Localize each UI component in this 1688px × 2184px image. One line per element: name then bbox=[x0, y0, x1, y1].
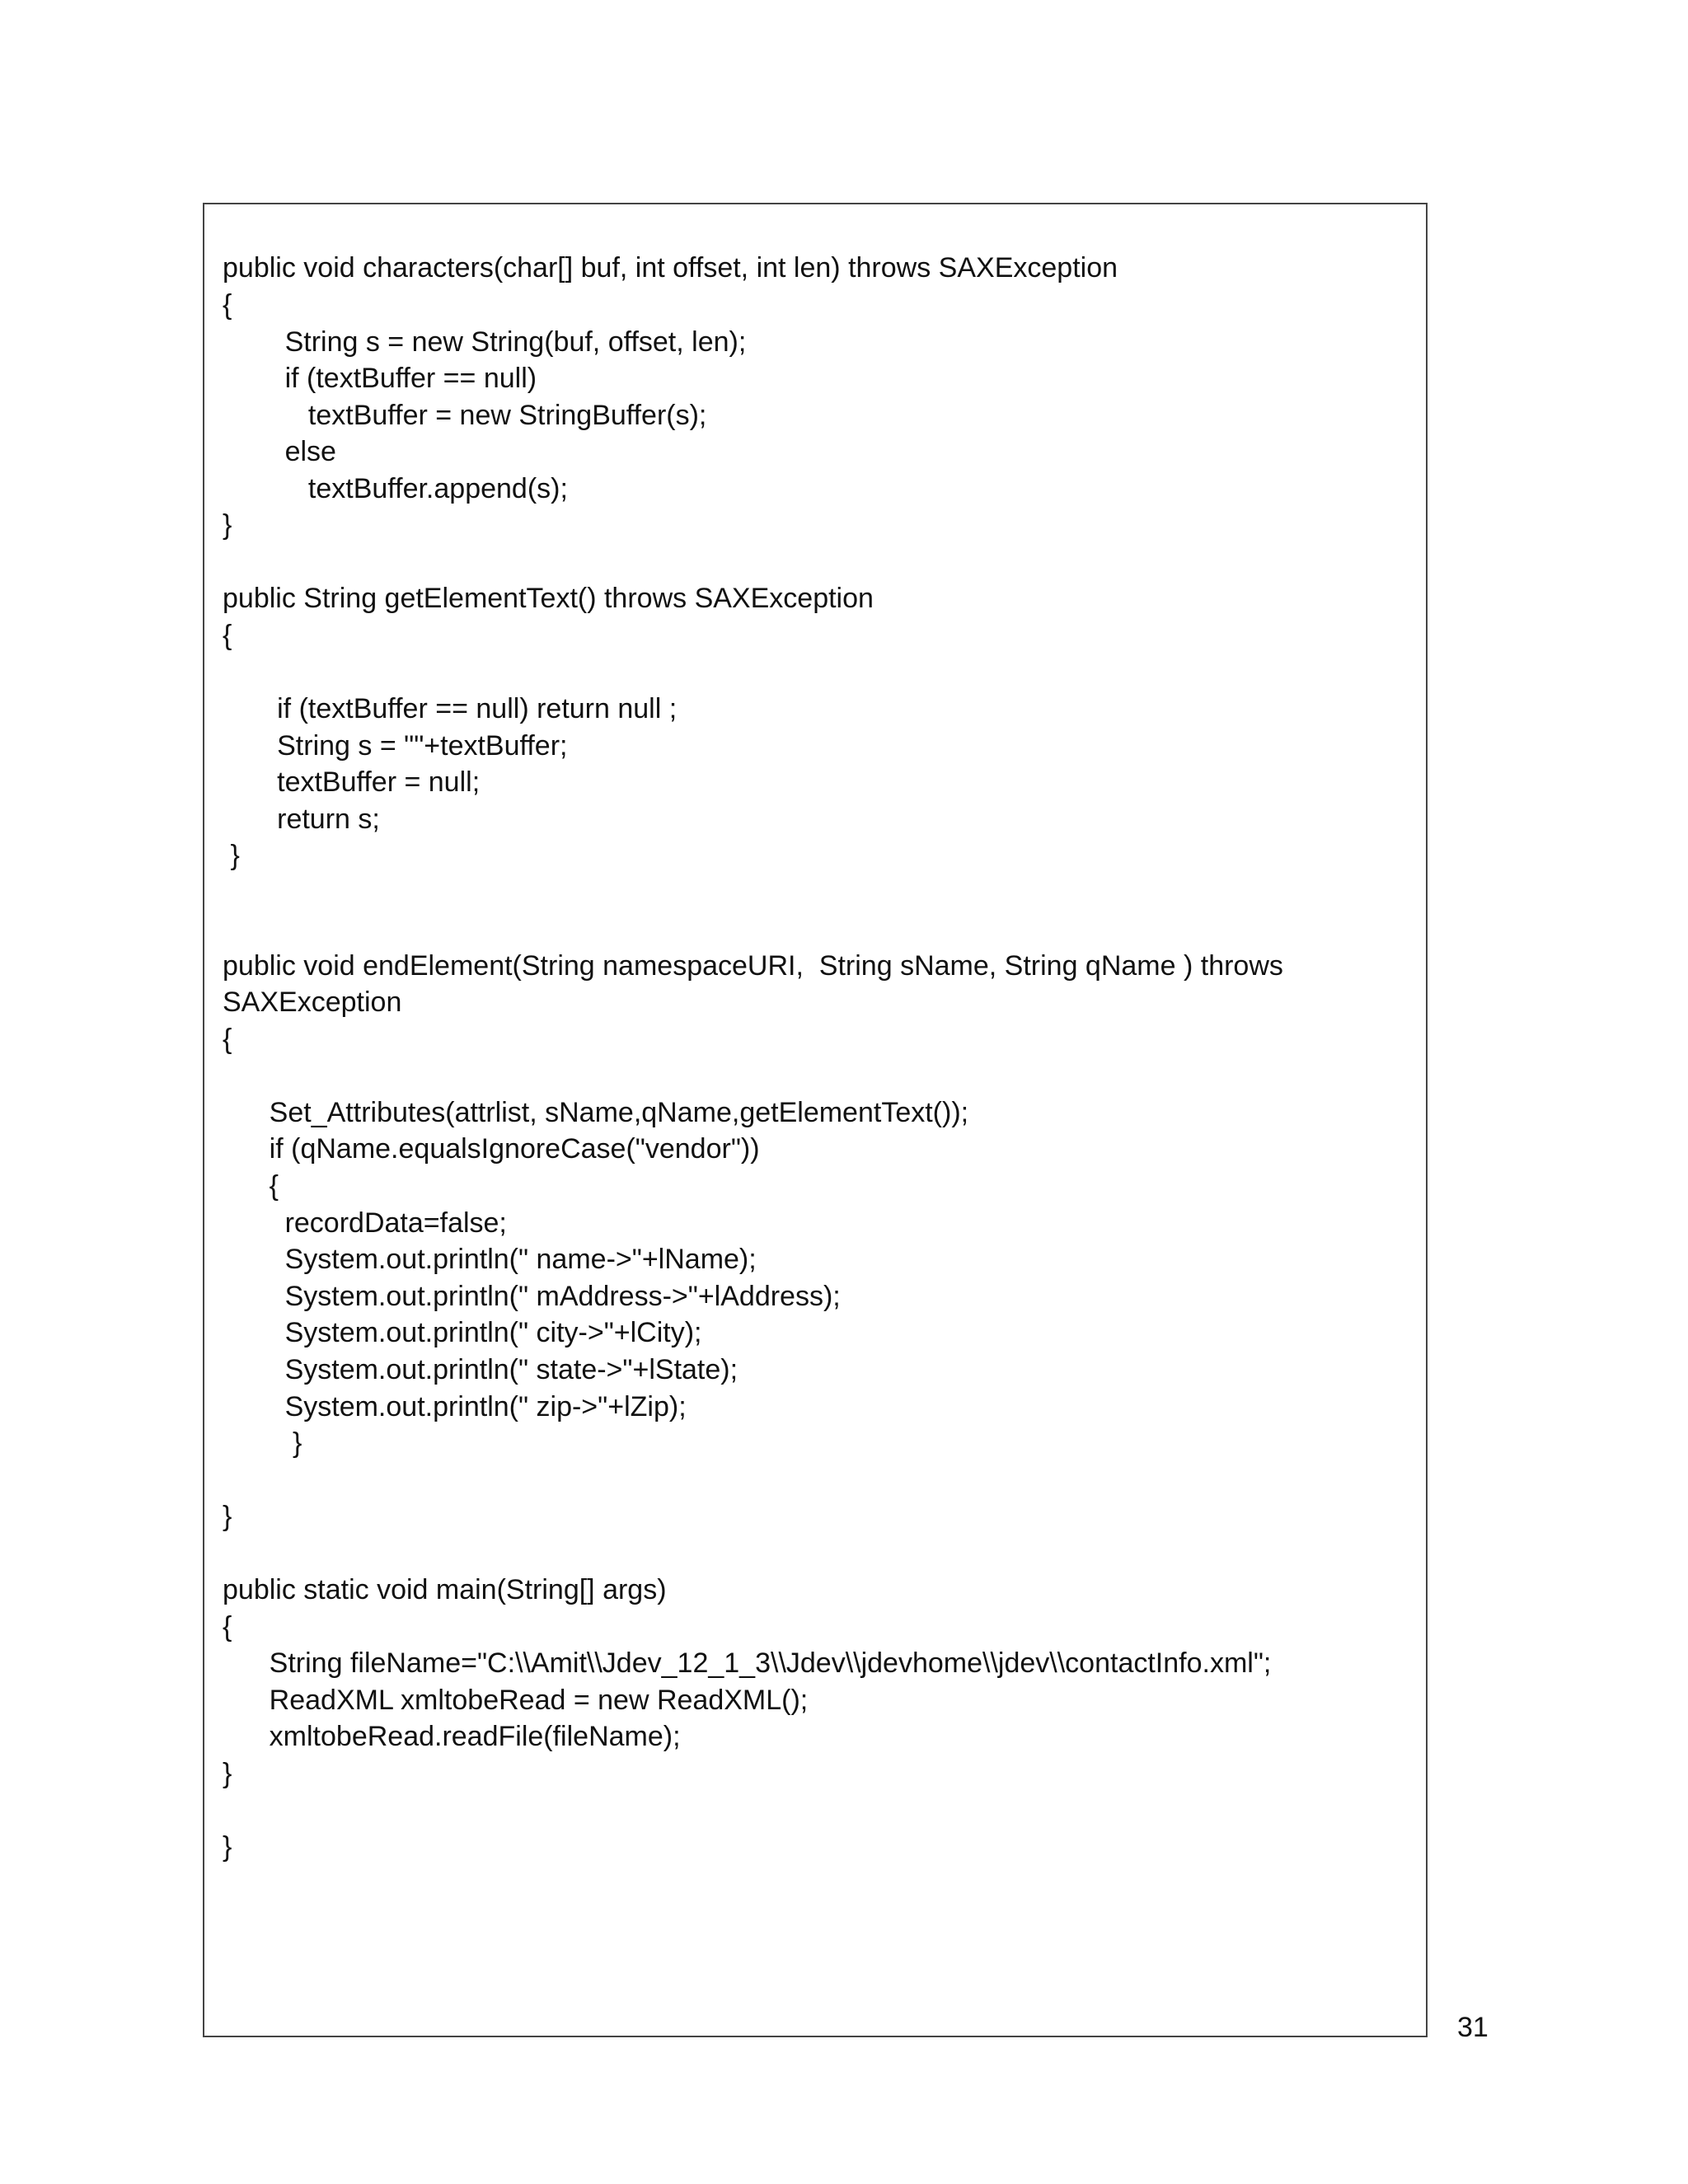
code-line: } bbox=[223, 1501, 232, 1532]
code-line: textBuffer = null; bbox=[223, 766, 481, 798]
code-line: Set_Attributes(attrlist, sName,qName,getElementText()); bbox=[223, 1097, 969, 1128]
code-line: public String getElementText() throws SAXException bbox=[223, 583, 874, 614]
code-line: public void endElement(String namespaceURI, String sName, String qName ) throws bbox=[223, 950, 1283, 982]
code-line: else bbox=[223, 436, 336, 467]
code-line: if (textBuffer == null) return null ; bbox=[223, 693, 678, 724]
code-line: textBuffer = new StringBuffer(s); bbox=[223, 400, 707, 431]
code-line: } bbox=[223, 509, 232, 541]
code-line: } bbox=[223, 1758, 232, 1789]
code-line: System.out.println(" state->"+lState); bbox=[223, 1354, 738, 1385]
code-line: { bbox=[223, 1024, 232, 1055]
page-number: 31 bbox=[1457, 2012, 1489, 2043]
code-line: public void characters(char[] buf, int offset, int len) throws SAXException bbox=[223, 252, 1118, 284]
code-line: System.out.println(" zip->"+lZip); bbox=[223, 1391, 687, 1422]
code-line: System.out.println(" city->"+lCity); bbox=[223, 1317, 702, 1348]
code-line: } bbox=[223, 840, 240, 871]
code-line: System.out.println(" mAddress->"+lAddress); bbox=[223, 1281, 841, 1312]
code-line: recordData=false; bbox=[223, 1207, 507, 1239]
code-line: String s = new String(buf, offset, len); bbox=[223, 326, 747, 358]
code-line: { bbox=[223, 289, 232, 321]
code-line: String s = ""+textBuffer; bbox=[223, 730, 568, 762]
code-line: { bbox=[223, 1170, 279, 1202]
code-line: xmltobeRead.readFile(fileName); bbox=[223, 1721, 681, 1752]
code-line: String fileName="C:\\Amit\\Jdev_12_1_3\\Jdev\\jdevhome\\jdev\\contactInfo.xml"; bbox=[223, 1647, 1272, 1679]
code-line: textBuffer.append(s); bbox=[223, 473, 568, 504]
code-line: SAXException bbox=[223, 987, 402, 1018]
code-line: return s; bbox=[223, 804, 380, 835]
code-line: if (textBuffer == null) bbox=[223, 363, 537, 394]
code-line: System.out.println(" name->"+lName); bbox=[223, 1244, 757, 1275]
code-line: } bbox=[223, 1427, 302, 1459]
code-line: { bbox=[223, 1611, 232, 1643]
code-line: ReadXML xmltobeRead = new ReadXML(); bbox=[223, 1685, 809, 1716]
code-line: if (qName.equalsIgnoreCase("vendor")) bbox=[223, 1133, 760, 1165]
code-line: public static void main(String[] args) bbox=[223, 1574, 667, 1605]
code-line: } bbox=[223, 1831, 232, 1863]
code-line: { bbox=[223, 620, 232, 651]
